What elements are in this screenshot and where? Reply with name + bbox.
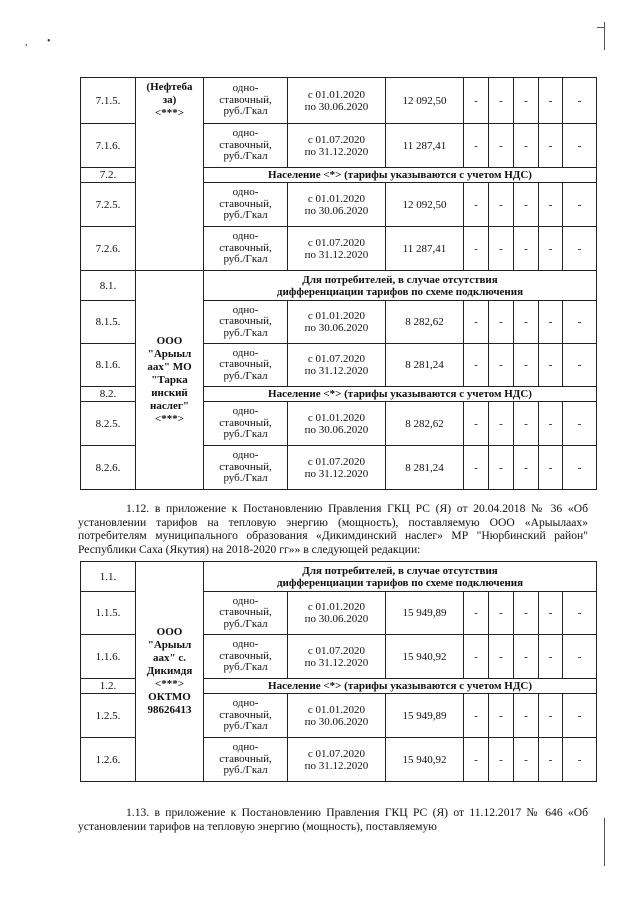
dash-cell: - (539, 183, 563, 227)
unit-line: одно- (232, 697, 259, 710)
unit-line: ставочный, (219, 649, 272, 662)
dash-cell: - (489, 694, 514, 738)
org-line: ООО (156, 334, 183, 347)
unit-line: одно- (232, 449, 259, 462)
row-number: 1.1.6. (81, 635, 136, 679)
dash-cell: - (514, 592, 539, 635)
row-number: 8.1.6. (81, 344, 136, 387)
section-line: Для потребителей, в случае отсутствия (302, 273, 498, 286)
tariff-period (288, 124, 386, 168)
dash-cell: - (464, 227, 489, 271)
row-number: 7.2. (81, 168, 136, 183)
org-line: "Арыыл (147, 639, 192, 651)
row-number: 8.2.5. (81, 402, 136, 446)
unit-line: руб./Гкал (223, 661, 268, 674)
dash-cell: - (563, 446, 597, 490)
dash-cell: - (489, 301, 514, 344)
unit-line: одно- (232, 127, 259, 140)
row-number: 7.1.6. (81, 124, 136, 168)
tariff-value: 8 282,62 (386, 301, 464, 344)
period-line: по 30.06.2020 (304, 613, 369, 625)
unit-line: ставочный, (219, 315, 272, 328)
dash-cell: - (464, 738, 489, 782)
row-number: 1.1. (81, 562, 136, 592)
scan-mark-dot: • (47, 36, 51, 47)
section-title (204, 562, 597, 592)
row-number: 8.2. (81, 387, 136, 402)
tariff-value: 8 281,24 (386, 446, 464, 490)
org-line: аах" с. (153, 652, 186, 664)
row-number: 7.2.6. (81, 227, 136, 271)
period-line: с 01.07.2020 (307, 747, 366, 760)
unit-line: одно- (232, 638, 259, 651)
tariff-unit (204, 183, 288, 227)
tariff-value: 15 940,92 (386, 738, 464, 782)
tariff-table-1 (80, 77, 597, 490)
tariff-unit (204, 402, 288, 446)
unit-line: руб./Гкал (223, 253, 268, 266)
tariff-value: 8 281,24 (386, 344, 464, 387)
scan-edge-line-bottom (604, 818, 605, 866)
organization-cell-3 (136, 562, 204, 782)
org-line: ОКТМО (148, 691, 191, 703)
tariff-period (288, 301, 386, 344)
tariff-period (288, 592, 386, 635)
scan-mark-comma: , (25, 37, 28, 48)
unit-line: руб./Гкал (223, 720, 268, 733)
section-line: Для потребителей, в случае отсутствия (302, 564, 498, 577)
dash-cell: - (563, 227, 597, 271)
dash-cell: - (489, 344, 514, 387)
org-line: ООО (156, 626, 183, 638)
period-line: по 30.06.2020 (304, 204, 369, 217)
dash-cell: - (489, 402, 514, 446)
dash-cell: - (489, 738, 514, 782)
row-number: 1.1.5. (81, 592, 136, 635)
unit-line: руб./Гкал (223, 617, 268, 630)
dash-cell: - (563, 301, 597, 344)
dash-cell: - (514, 402, 539, 446)
organization-cell-2 (136, 271, 204, 490)
org-line: <***> (154, 412, 185, 425)
tariff-table-1-body (81, 78, 597, 490)
tariff-table-2 (80, 561, 597, 782)
tariff-unit (204, 694, 288, 738)
period-line: по 31.12.2020 (304, 759, 369, 772)
dash-cell: - (539, 301, 563, 344)
dash-cell: - (464, 124, 489, 168)
tariff-unit (204, 78, 288, 124)
org-line: "Арыыл (147, 347, 192, 360)
unit-line: руб./Гкал (223, 326, 268, 339)
dash-cell: - (514, 183, 539, 227)
unit-line: одно- (232, 230, 259, 243)
tariff-unit (204, 227, 288, 271)
unit-line: одно- (232, 346, 259, 359)
dash-cell: - (539, 227, 563, 271)
tariff-unit (204, 738, 288, 782)
section-title: Население <*> (тарифы указываются с учетом НДС) (204, 387, 597, 402)
tariff-value: 12 092,50 (386, 78, 464, 124)
unit-line: руб./Гкал (223, 764, 268, 777)
row-number: 8.1. (81, 271, 136, 301)
dash-cell: - (539, 592, 563, 635)
tariff-value: 15 949,89 (386, 694, 464, 738)
dash-cell: - (563, 183, 597, 227)
tariff-period (288, 635, 386, 679)
unit-line: ставочный, (219, 241, 272, 254)
unit-line: ставочный, (219, 708, 272, 721)
dash-cell: - (539, 446, 563, 490)
period-line: с 01.01.2020 (307, 411, 366, 424)
unit-line: ставочный, (219, 606, 272, 619)
dash-cell: - (563, 124, 597, 168)
org-line: "Тарка (151, 373, 188, 386)
row-number: 7.2.5. (81, 183, 136, 227)
period-line: по 30.06.2020 (304, 715, 369, 728)
tariff-unit (204, 344, 288, 387)
dash-cell: - (563, 738, 597, 782)
section-row (81, 271, 597, 301)
unit-line: одно- (232, 82, 259, 95)
row-number: 7.1.5. (81, 78, 136, 124)
period-line: по 30.06.2020 (304, 322, 369, 334)
unit-line: одно- (232, 303, 259, 316)
unit-line: руб./Гкал (223, 472, 268, 485)
dash-cell: - (464, 402, 489, 446)
unit-line: ставочный, (219, 93, 272, 106)
tariff-value: 11 287,41 (386, 124, 464, 168)
unit-line: одно- (232, 741, 259, 754)
period-line: с 01.07.2020 (307, 236, 366, 249)
org-line: аах" МО (147, 360, 192, 373)
unit-line: руб./Гкал (223, 209, 268, 222)
tariff-table-2-body (81, 562, 597, 782)
tariff-period (288, 344, 386, 387)
row-number: 1.2. (81, 679, 136, 694)
dash-cell: - (514, 446, 539, 490)
org-line: <***> (154, 107, 185, 119)
period-line: по 31.12.2020 (304, 365, 369, 377)
period-line: с 01.01.2020 (307, 88, 366, 101)
tariff-period (288, 183, 386, 227)
tariff-period (288, 227, 386, 271)
tariff-unit (204, 301, 288, 344)
dash-cell: - (464, 694, 489, 738)
dash-cell: - (464, 183, 489, 227)
dash-cell: - (539, 78, 563, 124)
dash-cell: - (563, 694, 597, 738)
unit-line: руб./Гкал (223, 369, 268, 382)
row-number: 8.1.5. (81, 301, 136, 344)
dash-cell: - (514, 78, 539, 124)
unit-line: одно- (232, 186, 259, 199)
period-line: с 01.01.2020 (307, 703, 366, 716)
unit-line: ставочный, (219, 752, 272, 765)
dash-cell: - (464, 344, 489, 387)
section-line: дифференциации тарифов по схеме подключения (276, 285, 524, 298)
dash-cell: - (514, 635, 539, 679)
dash-cell: - (464, 446, 489, 490)
unit-line: ставочный, (219, 416, 272, 429)
unit-line: ставочный, (219, 460, 272, 473)
unit-line: ставочный, (219, 138, 272, 151)
dash-cell: - (489, 592, 514, 635)
unit-line: ставочный, (219, 358, 272, 371)
dash-cell: - (514, 694, 539, 738)
dash-cell: - (563, 78, 597, 124)
section-row (81, 562, 597, 592)
tariff-value: 12 092,50 (386, 183, 464, 227)
paragraph-1-13: 1.13. в приложение к Постановлению Правления ГКЦ РС (Я) от 11.12.2017 № 646 «Об установлении тарифов на тепловую энергию (мощность), поставляемую (78, 806, 588, 833)
section-title (204, 271, 597, 301)
tariff-value: 15 949,89 (386, 592, 464, 635)
org-line: 98626413 (147, 704, 192, 716)
section-line: дифференциации тарифов по схеме подключения (276, 576, 524, 589)
dash-cell: - (539, 635, 563, 679)
dash-cell: - (539, 694, 563, 738)
dash-cell: - (514, 344, 539, 387)
dash-cell: - (464, 635, 489, 679)
tariff-unit (204, 592, 288, 635)
period-line: по 31.12.2020 (304, 656, 369, 669)
dash-cell: - (489, 635, 514, 679)
unit-line: ставочный, (219, 197, 272, 210)
org-line: <***> (154, 678, 185, 690)
dash-cell: - (514, 738, 539, 782)
dash-cell: - (489, 124, 514, 168)
dash-cell: - (563, 592, 597, 635)
period-line: с 01.07.2020 (307, 455, 366, 468)
dash-cell: - (539, 402, 563, 446)
dash-cell: - (514, 301, 539, 344)
period-line: по 31.12.2020 (304, 248, 369, 261)
tariff-period (288, 738, 386, 782)
tariff-value: 8 282,62 (386, 402, 464, 446)
organization-cell-1 (136, 78, 204, 271)
tariff-period (288, 78, 386, 124)
dash-cell: - (539, 124, 563, 168)
paragraph-1-12: 1.12. в приложение к Постановлению Правления ГКЦ РС (Я) от 20.04.2018 № 36 «Об установлении тарифов на тепловую энергию (мощность), поставляемую ООО «Арыылаах» потребителям муниципального образования «Дикимдинский наслег» МР "Нюрбинский район" Республики Саха (Якутия) на 2018-2020 гг»» в следующей редакции: (78, 502, 588, 556)
unit-line: руб./Гкал (223, 428, 268, 441)
section-title: Население <*> (тарифы указываются с учетом НДС) (204, 679, 597, 694)
dash-cell: - (514, 124, 539, 168)
row-number: 1.2.5. (81, 694, 136, 738)
tariff-unit (204, 446, 288, 490)
tariff-period (288, 446, 386, 490)
period-line: с 01.01.2020 (307, 601, 366, 613)
dash-cell: - (563, 402, 597, 446)
org-line: наслег" (150, 399, 189, 412)
dash-cell: - (514, 227, 539, 271)
tariff-period (288, 694, 386, 738)
dash-cell: - (489, 78, 514, 124)
period-line: с 01.07.2020 (307, 644, 366, 657)
org-line: (Нефтеба (146, 81, 193, 93)
org-line: инский (151, 386, 188, 399)
tariff-period (288, 402, 386, 446)
period-line: с 01.07.2020 (307, 133, 366, 146)
dash-cell: - (464, 301, 489, 344)
table-row (81, 78, 597, 124)
row-number: 8.2.6. (81, 446, 136, 490)
section-title: Население <*> (тарифы указываются с учетом НДС) (204, 168, 597, 183)
dash-cell: - (489, 446, 514, 490)
tariff-value: 11 287,41 (386, 227, 464, 271)
tariff-value: 15 940,92 (386, 635, 464, 679)
dash-cell: - (563, 635, 597, 679)
dash-cell: - (464, 592, 489, 635)
dash-cell: - (563, 344, 597, 387)
dash-cell: - (464, 78, 489, 124)
period-line: по 30.06.2020 (304, 100, 369, 113)
period-line: по 31.12.2020 (304, 145, 369, 158)
dash-cell: - (489, 227, 514, 271)
unit-line: руб./Гкал (223, 105, 268, 118)
unit-line: одно- (232, 594, 259, 607)
org-line: Дикимдя (146, 665, 193, 677)
org-line: за) (162, 94, 177, 106)
row-number: 1.2.6. (81, 738, 136, 782)
dash-cell: - (489, 183, 514, 227)
dash-cell: - (539, 738, 563, 782)
period-line: по 31.12.2020 (304, 467, 369, 480)
scan-edge-tick (597, 27, 605, 28)
dash-cell: - (539, 344, 563, 387)
period-line: с 01.01.2020 (307, 310, 366, 322)
unit-line: руб./Гкал (223, 150, 268, 163)
unit-line: одно- (232, 405, 259, 418)
tariff-unit (204, 124, 288, 168)
period-line: с 01.07.2020 (307, 353, 366, 365)
period-line: с 01.01.2020 (307, 192, 366, 205)
tariff-unit (204, 635, 288, 679)
period-line: по 30.06.2020 (304, 423, 369, 436)
